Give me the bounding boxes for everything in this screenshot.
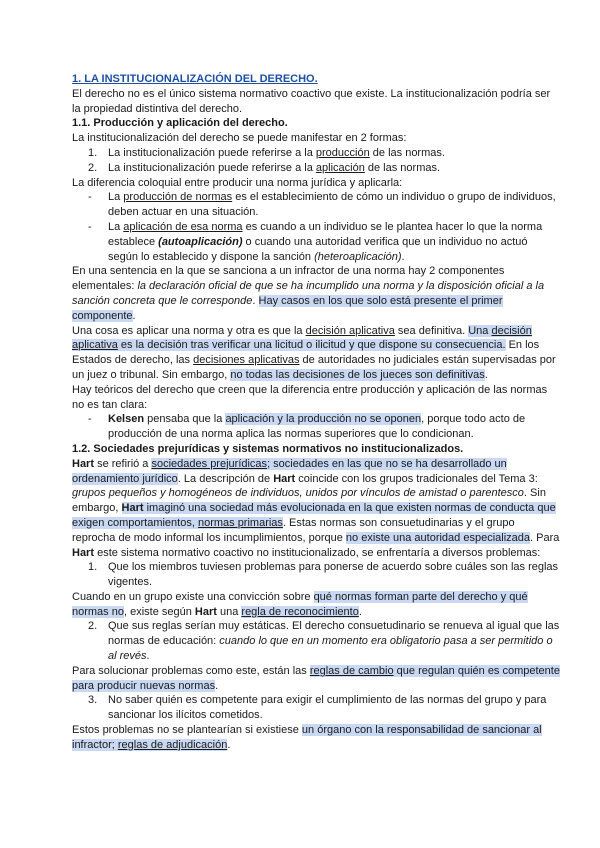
dash-marker: - [88, 220, 92, 233]
list-number: 2. [88, 620, 98, 633]
highlight: un órgano con la responsabilidad de sancionar al infractor; [72, 724, 542, 751]
text: . [252, 294, 259, 307]
list-item [72, 560, 560, 590]
text: sea definitiva. [394, 324, 469, 337]
list-item [72, 161, 560, 176]
highlight-underlined: reglas de cambio [309, 664, 394, 677]
text: . [484, 368, 488, 381]
text: se refirió a [94, 457, 152, 470]
underlined-term: decisiones aplicativas [193, 354, 300, 367]
list-text: La [108, 191, 124, 204]
page-title: 1. LA INSTITUCIONALIZACIÓN DEL DERECHO. [72, 73, 318, 85]
text: . [132, 309, 136, 322]
text: Para solucionar problemas como este, están las [72, 664, 310, 677]
list-text: No saber quién es competente para exigir el cumplimiento de las normas del grupo y para sancionar los ilícitos cometidos. [108, 694, 547, 722]
bold-name-highlight: Hart [121, 502, 144, 515]
highlight-underlined: reglas de adjudicación [117, 738, 228, 751]
dash-list [72, 412, 560, 442]
text: , existe según [123, 605, 195, 618]
text: . La descripción de [177, 472, 274, 485]
list-text: Que los miembros tuviesen problemas para ponerse de acuerdo sobre cuáles son las reglas vigentes. [108, 561, 559, 589]
list-number: 1. [88, 146, 98, 159]
list-item [72, 412, 560, 442]
text: . Estas normas son consuetudinarias y el grupo reprocha de modo informal los incumplimientos, porque [72, 516, 515, 544]
highlight: que regulan quién es competente para producir nuevas normas [72, 664, 560, 692]
section-heading-1-1: 1.1. Producción y aplicación del derecho. [72, 117, 288, 130]
paragraph [72, 324, 560, 383]
paragraph: La institucionalización del derecho se puede manifestar en 2 formas: [72, 132, 407, 145]
paragraph [72, 723, 560, 753]
highlight-underlined: decisión aplicativa [72, 324, 532, 352]
underlined-term: aplicación de esa norma [123, 220, 243, 233]
text: este sistema normativo coactivo no institucionalizado, se enfrentaría a diversos problemas: [94, 546, 541, 559]
highlight-underlined: normas primarias [197, 516, 283, 529]
italic-text: cuando lo que en un momento era obligatorio pasa a ser permitido o al revés [108, 635, 553, 663]
text: . [227, 738, 231, 751]
list-text: pensaba que la [144, 413, 226, 426]
paragraph [72, 457, 560, 561]
highlight: ; sociedades en las que no se ha desarrollado un ordenamiento jurídico [72, 457, 507, 485]
highlight: no existe una autoridad especializada [345, 531, 530, 544]
text: . [358, 605, 362, 618]
numbered-list [72, 693, 560, 723]
bold-name: Hart [72, 546, 95, 559]
highlight-underlined: regla de reconocimiento [241, 605, 359, 618]
highlight-underlined: sociedades prejurídicas [151, 457, 268, 470]
numbered-list [72, 146, 560, 176]
dash-marker: - [88, 191, 92, 204]
paragraph [72, 664, 560, 694]
intro-paragraph: El derecho no es el único sistema normativo coactivo que existe. La institucionalización podría ser la propiedad distintiva del derecho. [72, 87, 551, 115]
paragraph: Hay teóricos del derecho que creen que la diferencia entre producción y aplicación de las normas no es tan clara: [72, 383, 548, 411]
italic-term: (heteroaplicación) [314, 250, 402, 263]
underlined-term: producción de normas [123, 191, 233, 204]
italic-text: grupos pequeños y homogéneos de individuos, unidos por vínculos de amistad o parentesco [72, 487, 524, 500]
list-text: de las normas. [369, 146, 445, 159]
text: . Para [530, 531, 560, 544]
dash-list [72, 190, 560, 264]
dash-marker: - [88, 413, 92, 426]
highlight: qué normas forman parte del derecho y qué normas no [72, 590, 528, 618]
list-number: 1. [88, 561, 98, 574]
underlined-term: aplicación [315, 161, 365, 174]
list-item [72, 146, 560, 161]
list-text: La institucionalización puede referirse a la [108, 161, 316, 174]
text: En los Estados de derecho, las [72, 339, 540, 367]
bold-name: Hart [72, 457, 95, 470]
highlight: aplicación y la producción no se oponen [225, 413, 422, 426]
text: Estos problemas no se plantearían si existiese [72, 724, 302, 737]
italic-term: (autoaplicación) [158, 235, 243, 248]
list-text: de las normas. [364, 161, 441, 174]
highlight: no todas las decisiones de los jueces son definitivas [230, 368, 485, 381]
list-text: o cuando una autoridad verifica que un individuo no actuó según lo establecido y dispone la sanción [108, 235, 528, 263]
list-text: Que sus reglas serían muy estáticas. El derecho consuetudinario se renueva al igual que las normas de educación: [108, 620, 560, 648]
text: En una sentencia en la que se sanciona a un infractor de una norma hay 2 componentes elementales: [72, 265, 505, 293]
numbered-list [72, 619, 560, 663]
list-text: La [108, 220, 124, 233]
text: una [216, 605, 242, 618]
paragraph [72, 264, 560, 323]
bold-name: Kelsen [108, 413, 145, 426]
list-item [72, 190, 560, 220]
text: de autoridades no judiciales están supervisadas por un juez o tribunal. Sin embargo, [72, 354, 556, 381]
list-item [72, 619, 560, 663]
highlight: es la decisión tras verificar una licitud o ilicitud y que dispone su consecuencia. [117, 339, 506, 352]
list-text: es el establecimiento de cómo un individuo o grupo de individuos, deben actuar en una situación. [108, 191, 556, 219]
bold-name: Hart [273, 472, 296, 485]
list-text: . [401, 250, 405, 263]
paragraph: La diferencia coloquial entre producir una norma jurídica y aplicarla: [72, 176, 403, 189]
text: coincide con los grupos tradicionales del Tema 3: [295, 472, 538, 485]
list-text: , porque todo acto de producción de una norma aplica las normas superiores que lo condicionan. [108, 413, 526, 441]
list-number: 3. [88, 694, 98, 707]
highlight: Hay casos en los que solo está presente el primer componente [72, 294, 503, 322]
list-text: . [146, 650, 150, 663]
underlined-term: decisión aplicativa [305, 324, 395, 337]
bold-name: Hart [194, 605, 217, 618]
underlined-term: producción [315, 146, 370, 159]
list-item [72, 693, 560, 723]
text: Una cosa es aplicar una norma y otra es que la [72, 324, 306, 337]
list-number: 2. [88, 161, 98, 174]
numbered-list [72, 560, 560, 590]
list-text: es cuando a un individuo se le plantea hacer lo que la norma establece [108, 220, 543, 248]
highlight: Una [468, 324, 492, 337]
list-item [72, 220, 560, 264]
text: . [215, 679, 219, 692]
list-text: La institucionalización puede referirse a la [108, 146, 316, 159]
text: . Sin embargo, [72, 487, 546, 515]
highlight: imaginó una sociedad más evolucionada en la que existen normas de conducta que exigen comportamientos, [72, 502, 556, 529]
italic-text: la declaración oficial de que se ha incumplido una norma y la disposición oficial a la sanción concreta que le corresponde [72, 280, 545, 307]
paragraph [72, 590, 560, 620]
text: Cuando en un grupo existe una convicción sobre [72, 590, 314, 603]
section-heading-1-2: 1.2. Sociedades prejurídicas y sistemas normativos no institucionalizados. [72, 442, 464, 455]
